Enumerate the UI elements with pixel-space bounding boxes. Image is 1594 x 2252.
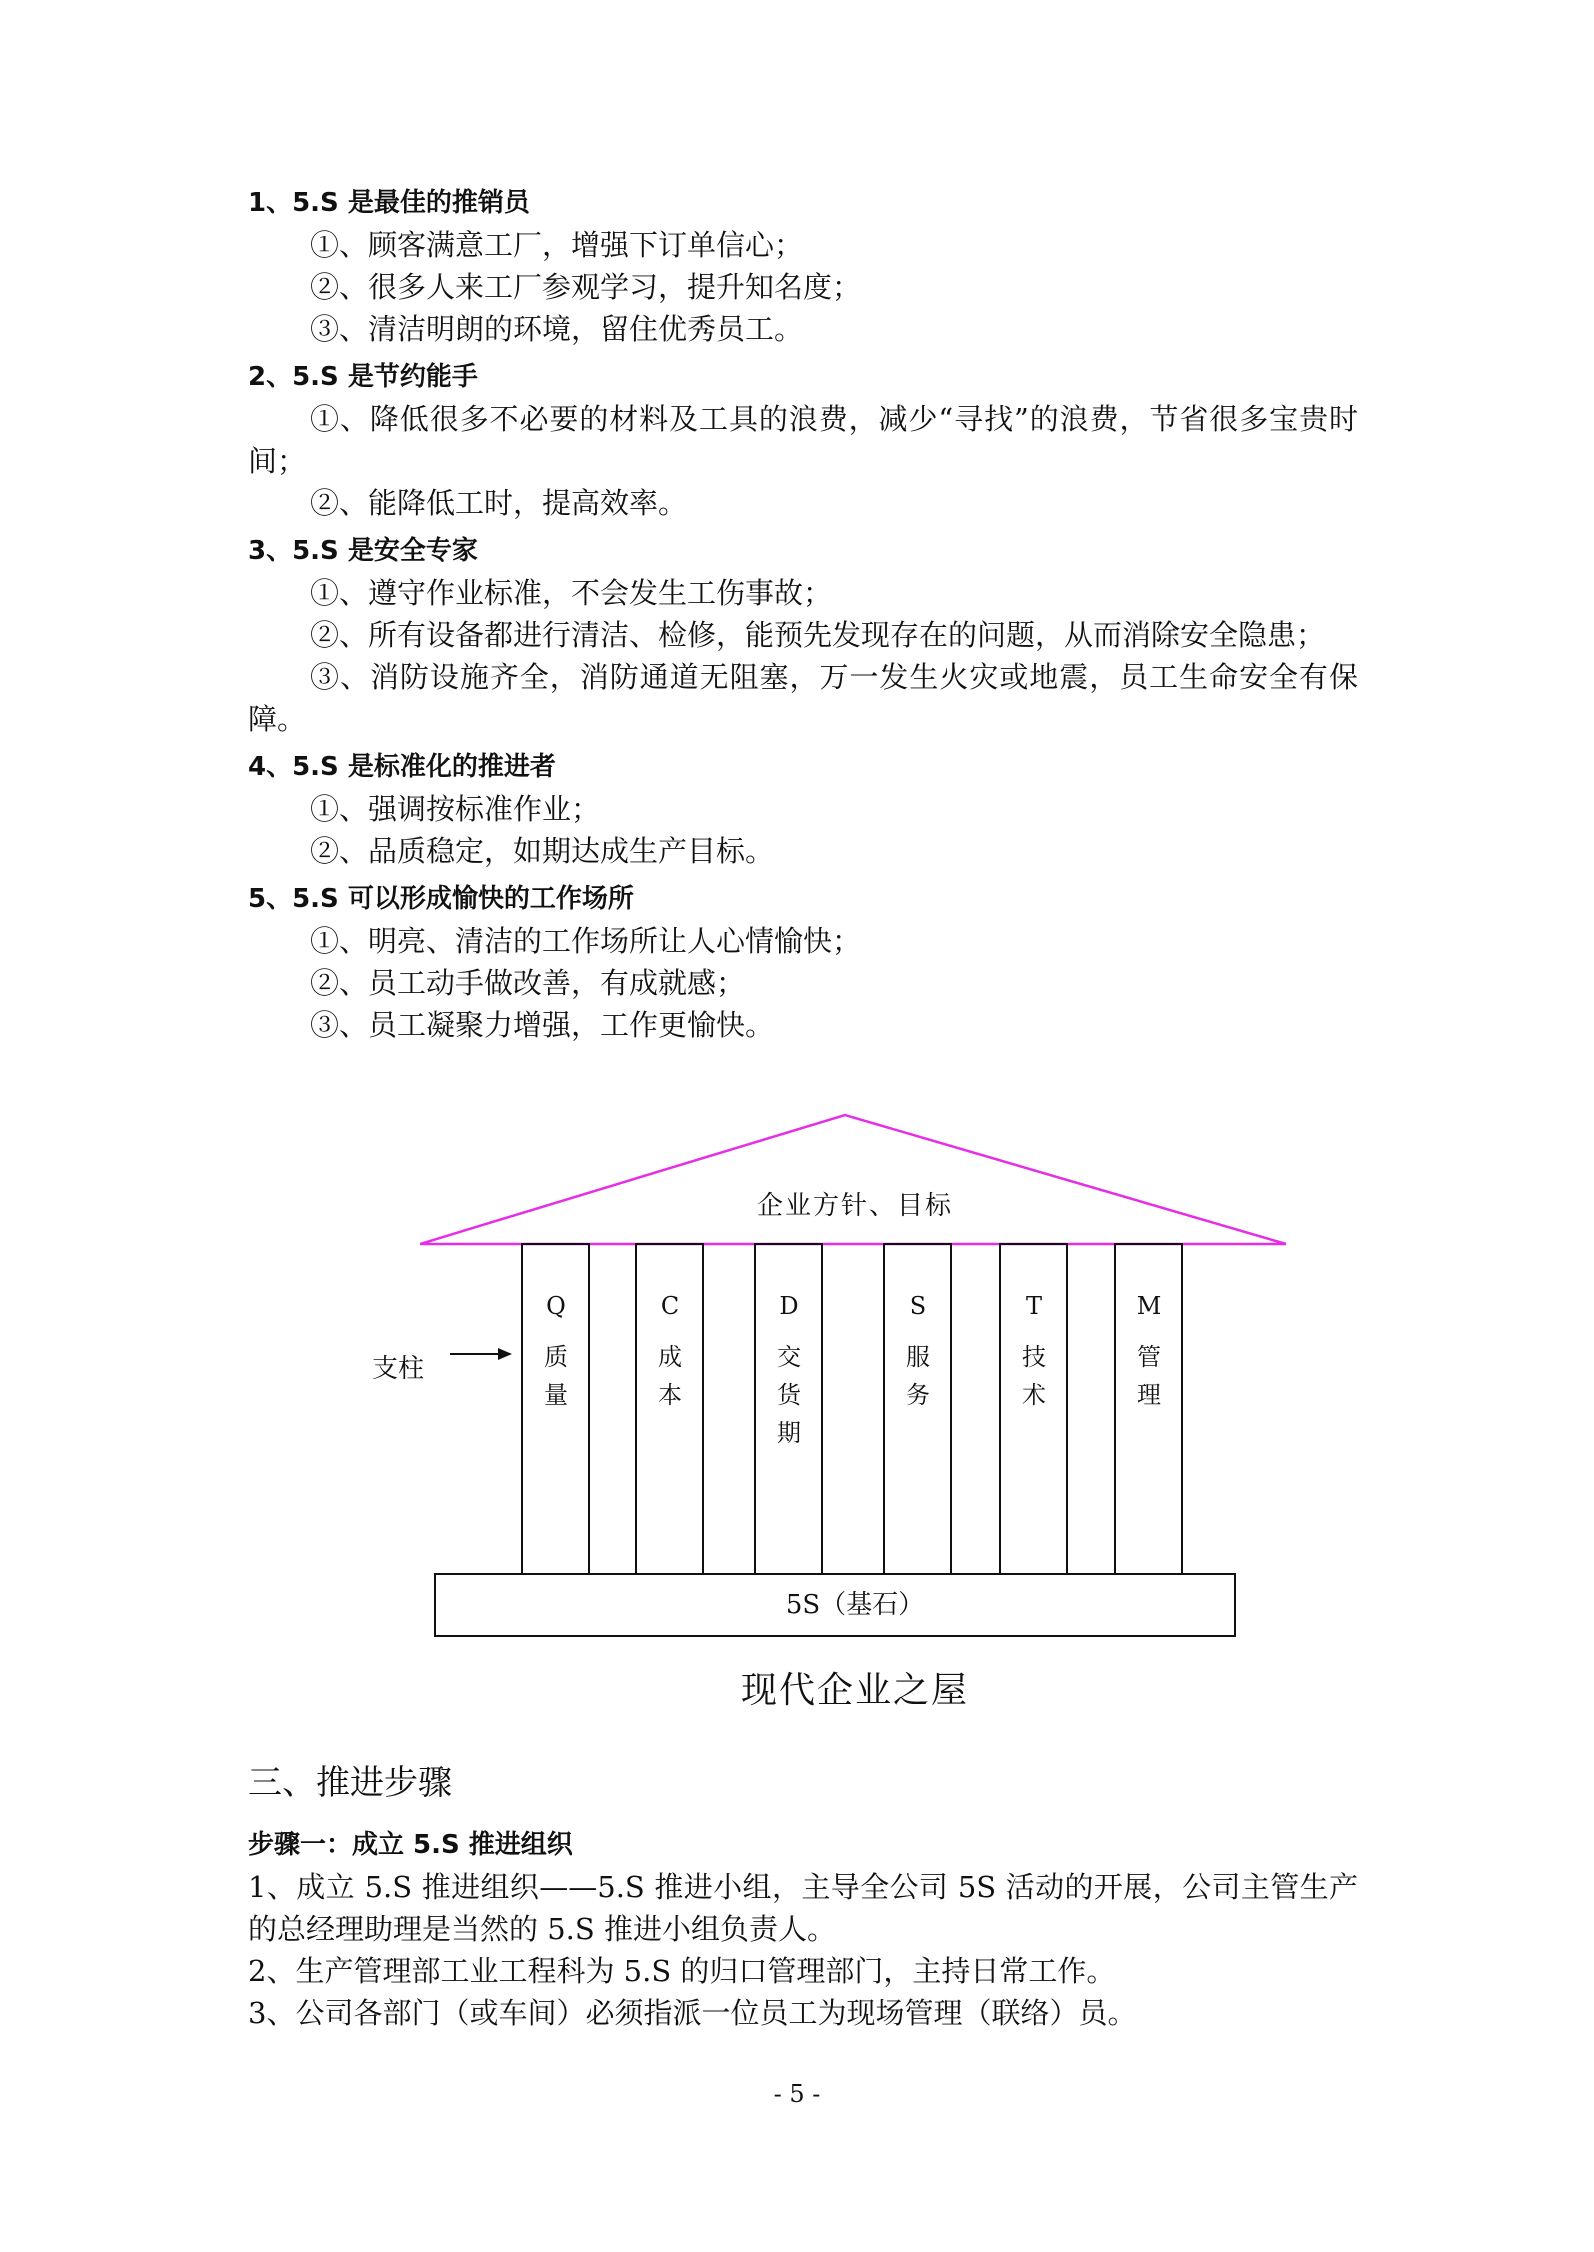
- list-item: ②、品质稳定，如期达成生产目标。: [310, 834, 775, 868]
- list-item: ②、员工动手做改善，有成就感；: [310, 966, 746, 1000]
- step-line: 1、成立 5.S 推进组织——5.S 推进小组，主导全公司 5S 活动的开展，公司主管生产的总经理助理是当然的 5.S 推进小组负责人。: [248, 1870, 1358, 1946]
- pillar-code: D: [779, 1292, 799, 1320]
- pillar-char: 术: [1022, 1381, 1046, 1409]
- pillar-char: 技: [1022, 1343, 1046, 1371]
- step-line: 3、公司各部门（或车间）必须指派一位员工为现场管理（联络）员。: [248, 1996, 1137, 2030]
- list-item: ①、遵守作业标准，不会发生工伤事故；: [310, 576, 833, 610]
- pillar-label-q: [534, 1288, 578, 1414]
- pillar-char: 务: [906, 1381, 930, 1409]
- pillar-side-label: 支柱: [372, 1354, 425, 1384]
- list-item: ①、降低很多不必要的材料及工具的浪费，减少“寻找”的浪费，节省很多宝贵时间；: [248, 402, 1358, 478]
- pillar-char: 理: [1137, 1381, 1161, 1409]
- pillar-char: 质: [544, 1343, 568, 1371]
- list-item: ②、所有设备都进行清洁、检修，能预先发现存在的问题，从而消除安全隐患；: [310, 618, 1326, 652]
- foundation-label: 5S（基石）: [785, 1590, 925, 1620]
- pillar-label-t: [1012, 1288, 1056, 1414]
- section-title: 3、5.S 是安全专家: [248, 536, 478, 566]
- list-item: ③、消防设施齐全，消防通道无阻塞，万一发生火灾或地震，员工生命安全有保障。: [248, 660, 1358, 736]
- step-title: 步骤一：成立 5.S 推进组织: [248, 1830, 573, 1860]
- pillar-char: 服: [906, 1343, 930, 1371]
- pillar-code: Q: [546, 1292, 566, 1320]
- step-line: 2、生产管理部工业工程科为 5.S 的归口管理部门，主持日常工作。: [248, 1954, 1116, 1988]
- pillar-char: 本: [658, 1381, 682, 1409]
- list-item: ①、顾客满意工厂，增强下订单信心；: [310, 228, 804, 262]
- steps-section: [248, 1824, 1358, 2034]
- pillar-code: S: [909, 1292, 927, 1320]
- pointer-arrow-head: [498, 1348, 512, 1360]
- pillar-code: T: [1025, 1292, 1042, 1320]
- benefits-list: [248, 176, 1358, 1046]
- roof-label: 企业方针、目标: [756, 1191, 953, 1221]
- diagram-caption: 现代企业之屋: [740, 1670, 969, 1711]
- roof-triangle: [420, 1115, 1286, 1244]
- section-title: 4、5.S 是标准化的推进者: [248, 752, 556, 782]
- list-item: ①、明亮、清洁的工作场所让人心情愉快；: [310, 924, 862, 958]
- pillar-label-d: [767, 1288, 811, 1452]
- list-item: ②、很多人来工厂参观学习，提升知名度；: [310, 270, 862, 304]
- section-title: 5、5.S 可以形成愉快的工作场所: [248, 884, 634, 914]
- pillar-char: 交: [777, 1343, 801, 1371]
- page-number: - 5 -: [773, 2080, 821, 2108]
- pillar-label-m: [1127, 1288, 1171, 1414]
- pillar-char: 成: [658, 1343, 682, 1371]
- list-item: ③、员工凝聚力增强，工作更愉快。: [310, 1008, 775, 1042]
- pillar-label-c: [648, 1288, 692, 1414]
- chapter-heading: 三、推进步骤: [248, 1763, 452, 1803]
- list-item: ③、清洁明朗的环境，留住优秀员工。: [310, 312, 804, 346]
- pillar-label-s: [896, 1288, 940, 1414]
- pillar-char: 货: [777, 1381, 801, 1409]
- list-item: ②、能降低工时，提高效率。: [310, 486, 688, 520]
- pillar-char: 量: [544, 1381, 568, 1409]
- house-diagram: [372, 1112, 1290, 1712]
- pillar-code: M: [1136, 1292, 1162, 1320]
- pillar-code: C: [660, 1292, 680, 1320]
- section-title: 2、5.S 是节约能手: [248, 362, 478, 392]
- pillar-char: 期: [777, 1419, 801, 1447]
- section-title: 1、5.S 是最佳的推销员: [248, 188, 530, 218]
- list-item: ①、强调按标准作业；: [310, 792, 601, 826]
- pillar-char: 管: [1137, 1343, 1161, 1371]
